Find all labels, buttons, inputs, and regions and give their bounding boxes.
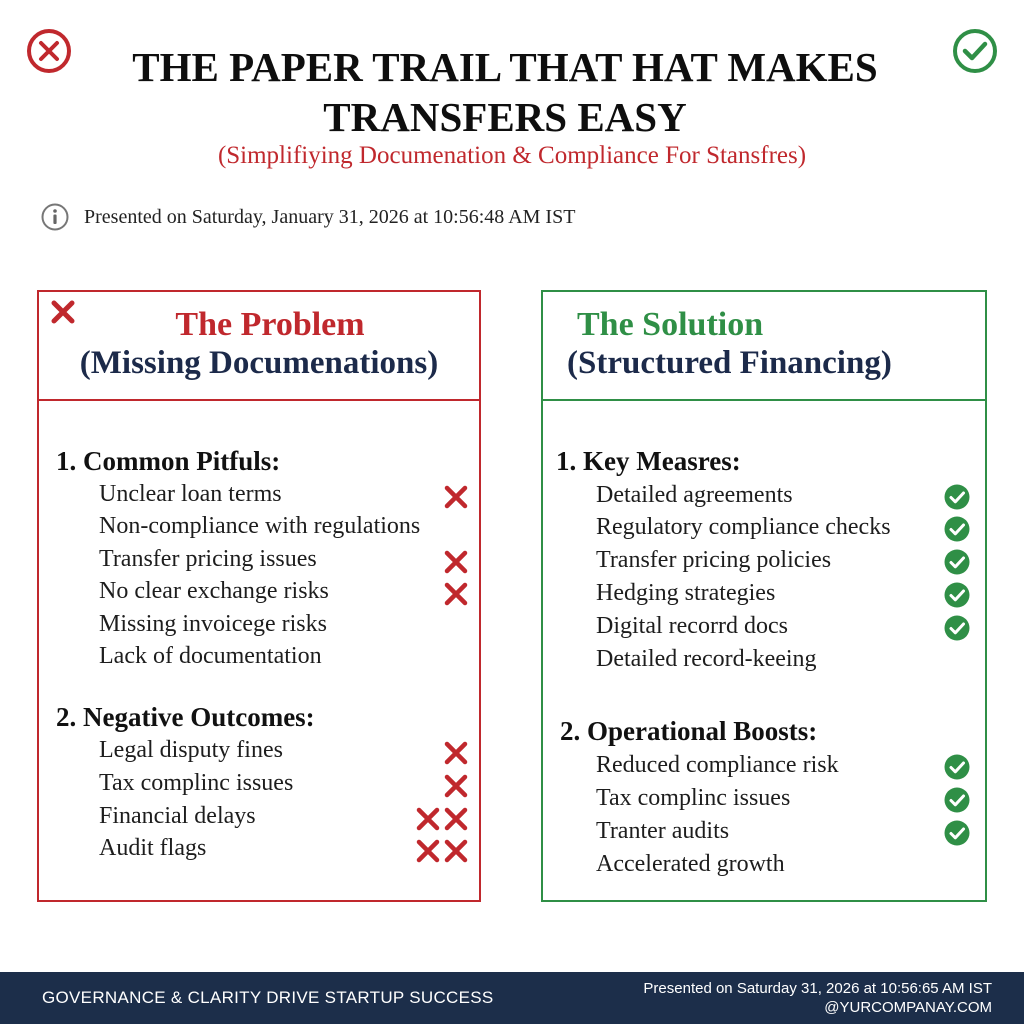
footer-date: Presented on Saturday 31, 2026 at 10:56:65 AM IST: [643, 980, 992, 997]
check-circle-icon: [944, 484, 970, 510]
problem-header: [39, 292, 479, 401]
list-item: Hedging strategies: [596, 580, 776, 606]
x-icon: [415, 838, 441, 864]
check-circle-icon: [944, 820, 970, 846]
title-line-1: THE PAPER TRAIL THAT HAT MAKES: [132, 44, 878, 90]
problem-title: The Problem: [175, 306, 365, 343]
problem-panel: [37, 290, 481, 902]
solution-subtitle: (Structured Financing): [567, 345, 892, 381]
solution-section-1-title: 1. Key Measres:: [556, 446, 741, 476]
solution-panel: [541, 290, 987, 902]
list-item: Digital recorrd docs: [596, 613, 788, 639]
list-item: Detailed agreements: [596, 482, 793, 508]
check-circle-icon: [944, 582, 970, 608]
list-item: Transfer pricing policies: [596, 547, 832, 573]
presented-info: [40, 202, 575, 232]
problem-section-1-title: 1. Common Pitfuls:: [56, 446, 281, 476]
footer-bar: [0, 972, 1024, 1024]
page-title: [100, 42, 910, 142]
check-circle-icon: [944, 754, 970, 780]
list-item: Legal disputy fines: [99, 737, 283, 763]
problem-section-2-title: 2. Negative Outcomes:: [56, 702, 315, 732]
x-icon: [443, 484, 469, 510]
solution-title: The Solution: [577, 306, 764, 343]
check-circle-icon: [944, 516, 970, 542]
list-item: Financial delays: [99, 803, 256, 829]
solution-header: [543, 292, 985, 401]
footer-presented: [643, 979, 992, 1017]
x-icon: [443, 838, 469, 864]
title-line-2: TRANSFERS EASY: [323, 94, 687, 140]
list-item: No clear exchange risks: [99, 578, 329, 604]
x-icon: [443, 740, 469, 766]
list-item: Unclear loan terms: [99, 481, 282, 507]
list-item: Accelerated growth: [596, 851, 785, 877]
check-circle-icon: [944, 549, 970, 575]
x-icon: [443, 773, 469, 799]
list-item: Audit flags: [99, 835, 207, 861]
x-icon: [443, 549, 469, 575]
solution-section-2-title: 2. Operational Boosts:: [560, 716, 818, 746]
x-icon: [443, 581, 469, 607]
footer-website[interactable]: @YURCOMPANAY.COM: [824, 999, 992, 1016]
check-circle-icon: [944, 787, 970, 813]
presented-text: Presented on Saturday, January 31, 2026 at 10:56:48 AM IST: [84, 205, 576, 228]
problem-subtitle: (Missing Documenations): [79, 345, 439, 381]
check-circle-icon: [952, 28, 998, 74]
list-item: Non-compliance with regulations: [99, 513, 421, 539]
list-item: Transfer pricing issues: [99, 546, 317, 572]
list-item: Tax complinc issues: [596, 785, 791, 811]
list-item: Tranter audits: [596, 818, 730, 844]
x-icon: [443, 806, 469, 832]
x-icon: [415, 806, 441, 832]
list-item: Lack of documentation: [99, 643, 322, 669]
list-item: Reduced compliance risk: [596, 752, 839, 778]
footer-tagline: GOVERNANCE & CLARITY DRIVE STARTUP SUCCESS: [42, 988, 494, 1007]
list-item: Regulatory compliance checks: [596, 514, 891, 540]
list-item: Tax complinc issues: [99, 770, 294, 796]
x-circle-icon: [26, 28, 72, 74]
page-subtitle: (Simplifiying Documenation & Compliance For Stansfres): [217, 142, 807, 169]
list-item: Detailed record-keeing: [596, 646, 817, 672]
check-circle-icon: [944, 615, 970, 641]
info-icon: [40, 202, 70, 232]
list-item: Missing invoicege risks: [99, 611, 327, 637]
